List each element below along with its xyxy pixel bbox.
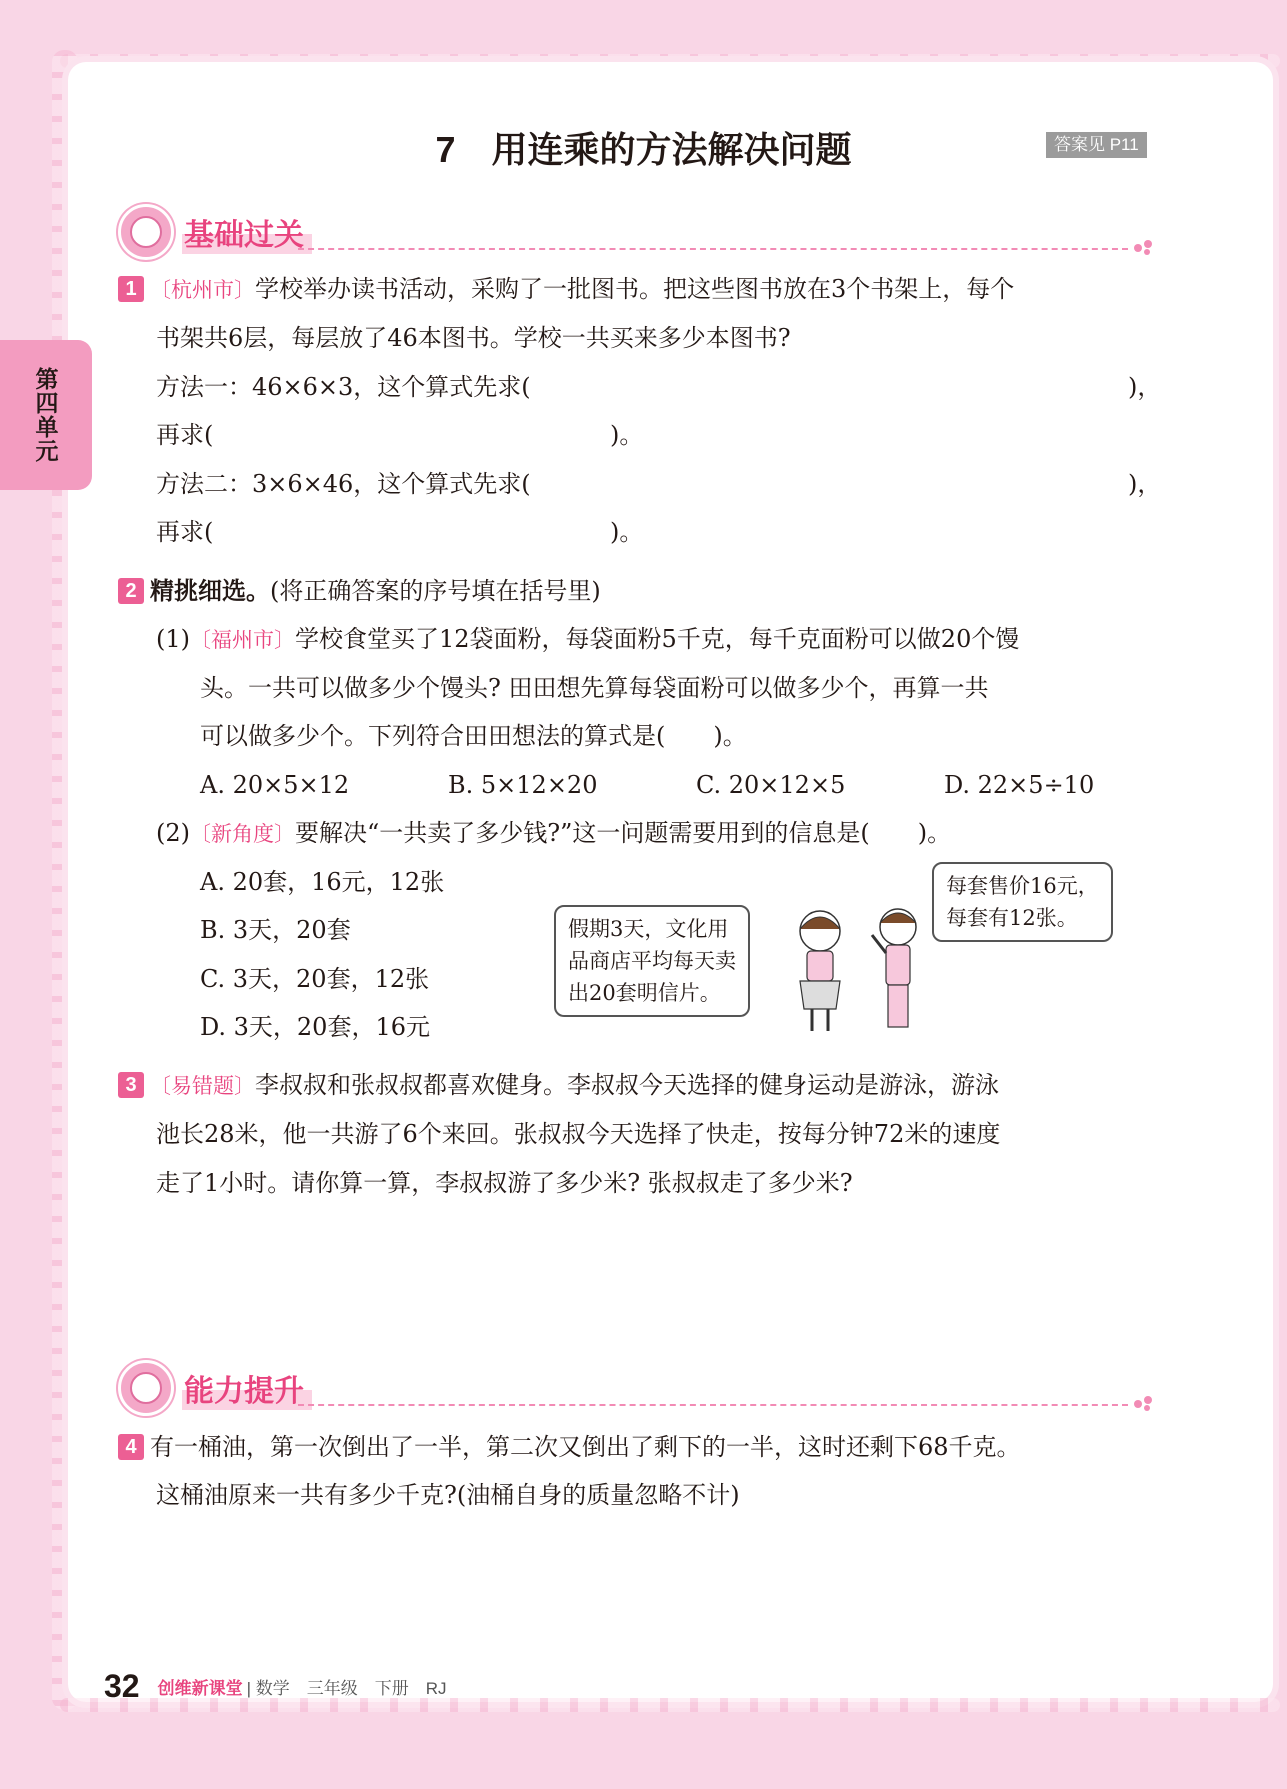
question-1-line-2: 书架共6层，每层放了46本图书。学校一共买来多少本图书? xyxy=(156,324,791,352)
section-divider xyxy=(298,1404,1128,1406)
question-source-tag: 〔新角度〕 xyxy=(190,822,295,846)
section-header-basic xyxy=(118,204,1148,260)
question-source-tag: 〔杭州市〕 xyxy=(150,278,255,302)
question-note: (将正确答案的序号填在括号里) xyxy=(270,577,601,605)
q2-part-1-line-2: 头。一共可以做多少个馒头? 田田想先算每袋面粉可以做多少个，再算一共 xyxy=(200,674,989,702)
q2-part-1-option-b: B. 5×12×20 xyxy=(448,771,598,799)
question-source-tag: 〔福州市〕 xyxy=(190,628,295,652)
question-number-badge: 1 xyxy=(118,276,144,302)
q2-part-1-line-3: 可以做多少个。下列符合田田想法的算式是( )。 xyxy=(200,722,747,750)
q1-method-1-text: 方法一：46×6×3，这个算式先求( xyxy=(156,373,531,401)
part-text: 要解决“一共卖了多少钱?”这一问题需要用到的信息是( )。 xyxy=(295,819,952,847)
part-text: 学校食堂买了12袋面粉，每袋面粉5千克，每千克面粉可以做20个馒 xyxy=(295,625,1020,653)
page-number: 32 xyxy=(104,1668,140,1704)
question-3-line-3: 走了1小时。请你算一算，李叔叔游了多少米? 张叔叔走了多少米? xyxy=(156,1169,853,1197)
bubble-line: 每套有12张。 xyxy=(946,906,1078,930)
bubble-line: 假期3天，文化用 xyxy=(568,917,729,941)
q1-method-1-then-close: )。 xyxy=(610,421,644,449)
question-3-line-1 xyxy=(118,1068,999,1103)
unit-tab-label: 第四单元 xyxy=(32,367,59,463)
question-1-line-1 xyxy=(118,272,1014,307)
question-text: 学校举办读书活动，采购了一批图书。把这些图书放在3个书架上，每个 xyxy=(255,275,1015,303)
decor-dots-icon xyxy=(1134,1396,1154,1412)
q2-part-2-line-1 xyxy=(156,816,951,851)
section-title-basic: 基础过关 xyxy=(182,210,312,254)
q2-part-2-option-a: A. 20套，16元，12张 xyxy=(200,868,445,896)
q1-method-2-then-close: )。 xyxy=(610,518,644,546)
two-children-illustration-icon xyxy=(780,905,940,1045)
q1-method-2-then: 再求( xyxy=(156,518,214,546)
bubble-line: 品商店平均每天卖 xyxy=(568,949,736,973)
question-source-tag: 〔易错题〕 xyxy=(150,1074,255,1098)
q1-method-1-close: )， xyxy=(1128,373,1162,401)
question-4-line-2: 这桶油原来一共有多少千克?(油桶自身的质量忽略不计) xyxy=(156,1481,740,1509)
unit-tab xyxy=(0,340,92,490)
question-text: 李叔叔和张叔叔都喜欢健身。李叔叔今天选择的健身运动是游泳，游泳 xyxy=(255,1071,999,1099)
q1-method-2-close: )， xyxy=(1128,470,1162,498)
q1-method-2-text: 方法二：3×6×46，这个算式先求( xyxy=(156,470,531,498)
book-meta: | 数学 三年级 下册 RJ xyxy=(246,1679,447,1698)
q2-part-1-line-1 xyxy=(156,622,1019,657)
answer-reference-badge: 答案见 P11 xyxy=(1046,132,1147,158)
q2-part-2-option-b: B. 3天，20套 xyxy=(200,916,351,944)
q2-part-2-option-c: C. 3天，20套，12张 xyxy=(200,965,430,993)
question-text: 有一桶油，第一次倒出了一半，第二次又倒出了剩下的一半，这时还剩下68千克。 xyxy=(150,1433,1021,1461)
section-divider xyxy=(298,248,1128,250)
question-3-line-2: 池长28米，他一共游了6个来回。张叔叔今天选择了快走，按每分钟72米的速度 xyxy=(156,1120,1001,1148)
page-title: 7 用连乘的方法解决问题 xyxy=(435,129,852,170)
question-heading: 精挑细选。 xyxy=(150,578,270,605)
speech-bubble-right xyxy=(932,862,1113,942)
book-brand: 创维新课堂 xyxy=(157,1679,243,1698)
section-header-advanced xyxy=(118,1360,1148,1416)
part-number: (2) xyxy=(156,819,190,847)
mascot-girl-icon xyxy=(118,204,174,260)
part-number: (1) xyxy=(156,625,190,653)
bubble-line: 每套售价16元， xyxy=(946,874,1099,898)
question-number-badge: 3 xyxy=(118,1072,144,1098)
page-footer xyxy=(104,1668,447,1705)
bubble-line: 出20套明信片。 xyxy=(568,981,721,1005)
section-title-advanced: 能力提升 xyxy=(182,1366,312,1410)
question-number-badge: 4 xyxy=(118,1434,144,1460)
question-4-line-1 xyxy=(118,1430,1021,1464)
decor-dots-icon xyxy=(1134,240,1154,256)
q2-part-1-option-d: D. 22×5÷10 xyxy=(944,771,1095,799)
mascot-boy-icon xyxy=(118,1360,174,1416)
question-2-heading xyxy=(118,574,601,609)
speech-bubble-left xyxy=(554,905,750,1017)
q2-part-2-option-d: D. 3天，20套，16元 xyxy=(200,1013,430,1041)
q2-part-1-option-c: C. 20×12×5 xyxy=(696,771,846,799)
page-frame-top xyxy=(0,0,1287,60)
q2-part-1-option-a: A. 20×5×12 xyxy=(200,771,350,799)
question-number-badge: 2 xyxy=(118,578,144,604)
q1-method-1-then: 再求( xyxy=(156,421,214,449)
